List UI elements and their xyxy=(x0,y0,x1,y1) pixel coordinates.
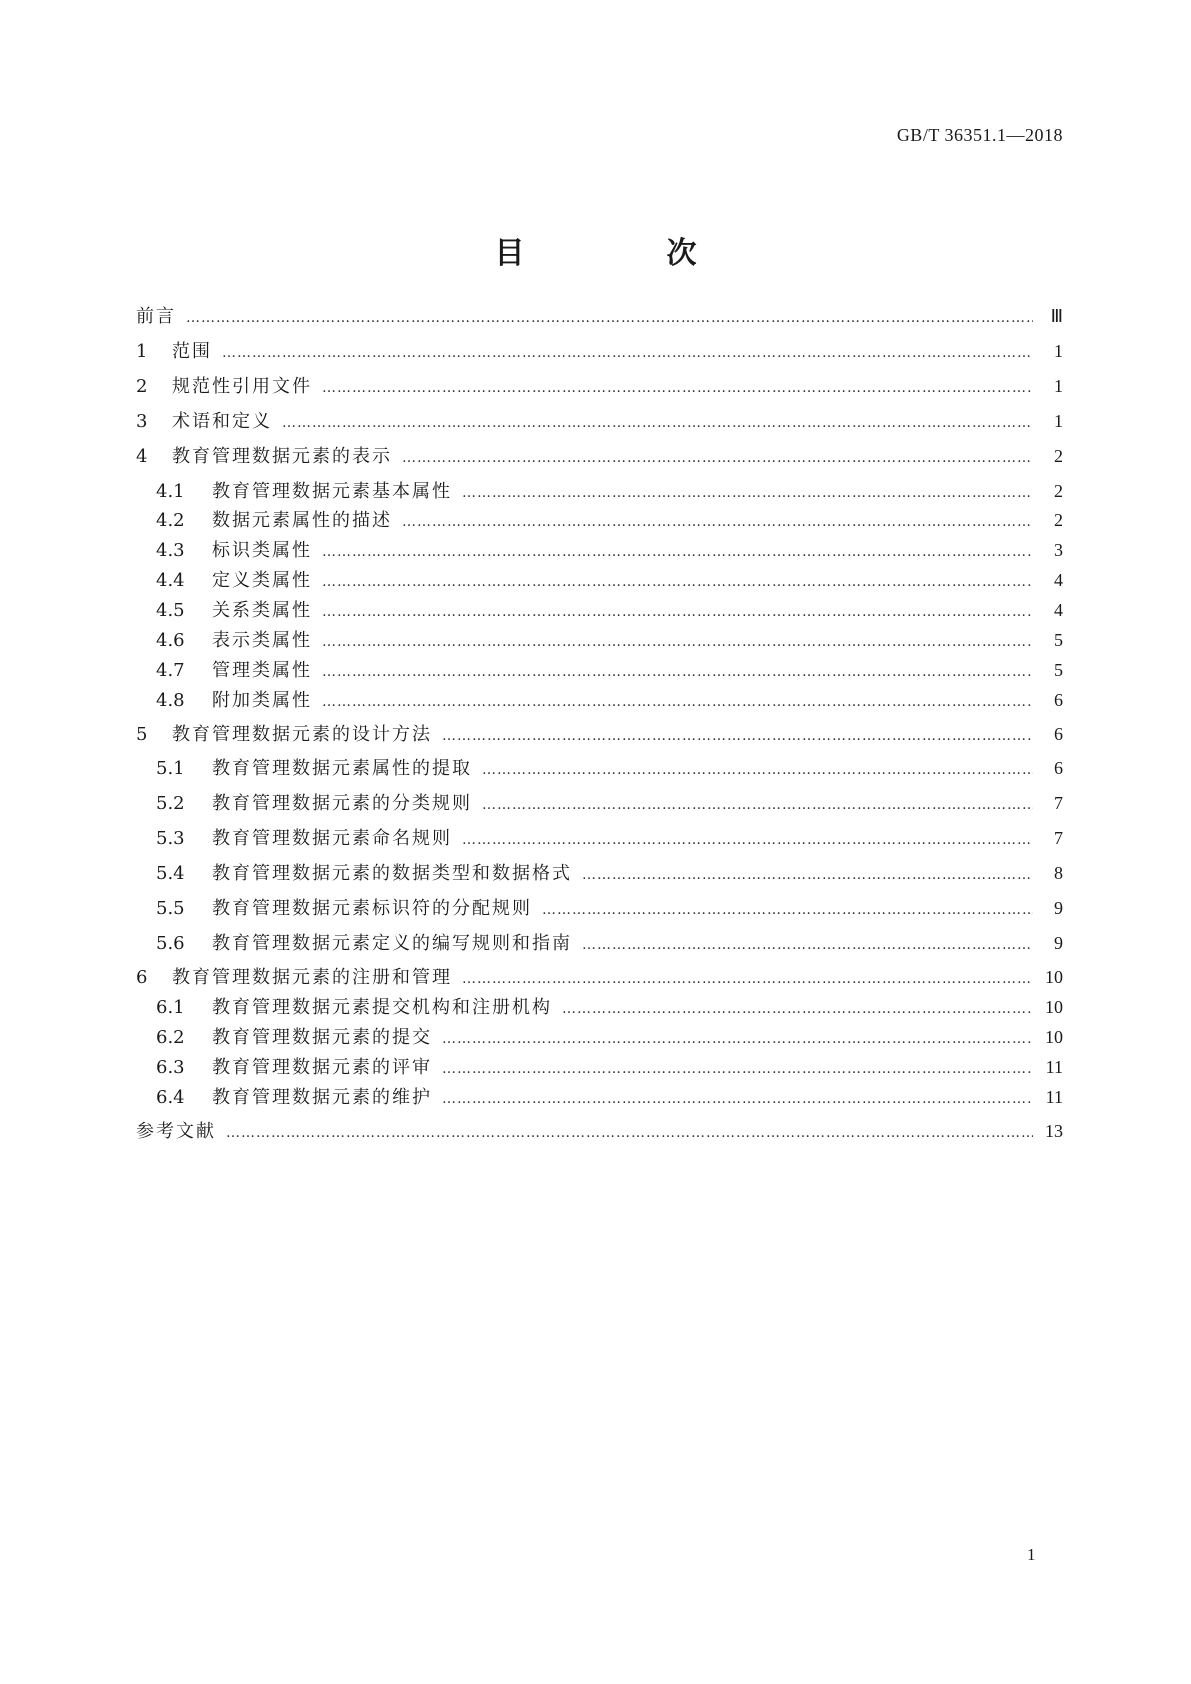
dot-leader xyxy=(462,485,1033,501)
dot-leader xyxy=(282,415,1033,431)
toc-entry-label: 教育管理数据元素的维护 xyxy=(212,1087,432,1108)
toc-entry-number: 6.3 xyxy=(156,1057,185,1078)
dot-leader xyxy=(322,380,1033,396)
toc-entry-label: 教育管理数据元素的注册和管理 xyxy=(172,967,452,988)
dot-leader xyxy=(322,544,1033,560)
dot-leader xyxy=(582,937,1033,953)
toc-entry-label: 教育管理数据元素属性的提取 xyxy=(212,758,472,779)
toc-entry-page: 4 xyxy=(1054,600,1063,620)
toc-entry[interactable] xyxy=(136,963,1063,989)
toc-entry-number: 4.3 xyxy=(156,540,185,561)
toc-entry[interactable] xyxy=(136,506,1063,532)
toc-entry-page: 9 xyxy=(1054,898,1063,918)
toc-entry[interactable] xyxy=(136,442,1063,468)
toc-entry[interactable] xyxy=(136,859,1063,885)
dot-leader xyxy=(402,514,1033,530)
dot-leader xyxy=(482,762,1033,778)
toc-entry-label: 定义类属性 xyxy=(212,570,312,591)
dot-leader xyxy=(482,797,1033,813)
toc-entry-page: 10 xyxy=(1045,967,1063,987)
toc-entry-number: 4.4 xyxy=(156,570,185,591)
toc-entry-number: 5 xyxy=(136,724,148,745)
toc-entry-label: 前言 xyxy=(136,306,176,327)
toc-entry-page: 10 xyxy=(1045,1027,1063,1047)
toc-entry-page: 2 xyxy=(1054,446,1063,466)
page-number: 1 xyxy=(1027,1545,1036,1564)
dot-leader xyxy=(322,664,1033,680)
toc-entry-number: 5.6 xyxy=(156,933,185,954)
toc-entry-page: 1 xyxy=(1054,341,1063,361)
toc-entry-page: 6 xyxy=(1054,758,1063,778)
toc-entry-page: 6 xyxy=(1054,724,1063,744)
toc-entry[interactable] xyxy=(136,1117,1063,1143)
toc-entry[interactable] xyxy=(136,929,1063,955)
toc-entry-number: 4.5 xyxy=(156,600,185,621)
toc-entry-page: 13 xyxy=(1045,1121,1063,1141)
toc-entry-number: 5.5 xyxy=(156,898,185,919)
toc-entry[interactable] xyxy=(136,566,1063,592)
toc-entry[interactable] xyxy=(136,337,1063,363)
dot-leader xyxy=(462,832,1033,848)
toc-entry-number: 6 xyxy=(136,967,148,988)
toc-entry[interactable] xyxy=(136,302,1063,328)
toc-entry-label: 教育管理数据元素标识符的分配规则 xyxy=(212,898,532,919)
dot-leader xyxy=(562,1001,1033,1017)
toc-entry[interactable] xyxy=(136,407,1063,433)
toc-entry-page: 5 xyxy=(1054,660,1063,680)
toc-entry[interactable] xyxy=(136,894,1063,920)
toc-entry-number: 5.2 xyxy=(156,793,185,814)
toc-entry-label: 教育管理数据元素命名规则 xyxy=(212,828,452,849)
toc-entry[interactable] xyxy=(136,656,1063,682)
toc-entry-page: 10 xyxy=(1045,997,1063,1017)
dot-leader xyxy=(442,1031,1033,1047)
toc-entry[interactable] xyxy=(136,754,1063,780)
toc-entry-page: 2 xyxy=(1054,481,1063,501)
toc-entry-label: 关系类属性 xyxy=(212,600,312,621)
toc-entry-number: 4.2 xyxy=(156,510,185,531)
toc-entry-page: 4 xyxy=(1054,570,1063,590)
toc-entry-number: 1 xyxy=(136,341,148,362)
toc-entry[interactable] xyxy=(136,789,1063,815)
dot-leader xyxy=(322,694,1033,710)
toc-entry[interactable] xyxy=(136,993,1063,1019)
dot-leader xyxy=(542,902,1033,918)
toc-entry-page: 3 xyxy=(1054,540,1063,560)
dot-leader xyxy=(226,1125,1033,1141)
dot-leader xyxy=(402,450,1033,466)
toc-entry-label: 教育管理数据元素提交机构和注册机构 xyxy=(212,997,552,1018)
dot-leader xyxy=(322,634,1033,650)
toc-entry[interactable] xyxy=(136,824,1063,850)
dot-leader xyxy=(442,728,1033,744)
toc-entry-number: 5.3 xyxy=(156,828,185,849)
toc-entry[interactable] xyxy=(136,596,1063,622)
dot-leader xyxy=(322,604,1033,620)
toc-entry[interactable] xyxy=(136,477,1063,503)
toc-entry-label: 标识类属性 xyxy=(212,540,312,561)
toc-entry-label: 表示类属性 xyxy=(212,630,312,651)
toc-entry-number: 4.8 xyxy=(156,690,185,711)
dot-leader xyxy=(322,574,1033,590)
dot-leader xyxy=(222,345,1033,361)
toc-entry-number: 6.1 xyxy=(156,997,185,1018)
toc-entry-label: 教育管理数据元素定义的编写规则和指南 xyxy=(212,933,572,954)
toc-entry-label: 教育管理数据元素的设计方法 xyxy=(172,724,432,745)
toc-entry-page: 1 xyxy=(1054,376,1063,396)
toc-entry-number: 5.4 xyxy=(156,863,185,884)
toc-entry-page: Ⅲ xyxy=(1050,306,1063,326)
page-title: 目 次 xyxy=(494,236,753,271)
toc-entry-page: 5 xyxy=(1054,630,1063,650)
toc-entry-label: 教育管理数据元素的数据类型和数据格式 xyxy=(212,863,572,884)
toc-entry[interactable] xyxy=(136,720,1063,746)
toc-entry-number: 4 xyxy=(136,446,148,467)
toc-entry-number: 3 xyxy=(136,411,148,432)
toc-entry-number: 2 xyxy=(136,376,148,397)
toc-entry-number: 6.4 xyxy=(156,1087,185,1108)
toc-entry-page: 11 xyxy=(1045,1057,1063,1077)
toc-entry-label: 教育管理数据元素的提交 xyxy=(212,1027,432,1048)
dot-leader xyxy=(442,1061,1033,1077)
toc-entry-label: 教育管理数据元素基本属性 xyxy=(212,481,452,502)
toc-entry-page: 1 xyxy=(1054,411,1063,431)
toc-entry-label: 范围 xyxy=(172,341,212,362)
toc-entry-number: 6.2 xyxy=(156,1027,185,1048)
toc-entry-page: 7 xyxy=(1054,793,1063,813)
toc-entry[interactable] xyxy=(136,686,1063,712)
toc-entry-page: 7 xyxy=(1054,828,1063,848)
toc-entry-label: 教育管理数据元素的表示 xyxy=(172,446,392,467)
toc-entry-label: 附加类属性 xyxy=(212,690,312,711)
toc-entry[interactable] xyxy=(136,536,1063,562)
toc-entry[interactable] xyxy=(136,1083,1063,1109)
toc-entry[interactable] xyxy=(136,1023,1063,1049)
toc-entry-label: 规范性引用文件 xyxy=(172,376,312,397)
dot-leader xyxy=(186,310,1033,326)
toc-entry-page: 8 xyxy=(1054,863,1063,883)
dot-leader xyxy=(462,971,1033,987)
standard-number: GB/T 36351.1—2018 xyxy=(896,125,1063,145)
toc-entry-label: 参考文献 xyxy=(136,1121,216,1142)
toc-entry-label: 数据元素属性的描述 xyxy=(212,510,392,531)
toc-entry[interactable] xyxy=(136,626,1063,652)
toc-entry-number: 4.6 xyxy=(156,630,185,651)
toc-entry[interactable] xyxy=(136,1053,1063,1079)
toc-entry-label: 教育管理数据元素的评审 xyxy=(212,1057,432,1078)
toc-entry-page: 9 xyxy=(1054,933,1063,953)
dot-leader xyxy=(582,867,1033,883)
toc-entry-page: 2 xyxy=(1054,510,1063,530)
toc-entry-label: 教育管理数据元素的分类规则 xyxy=(212,793,472,814)
toc-entry-label: 管理类属性 xyxy=(212,660,312,681)
toc-entry-number: 4.7 xyxy=(156,660,185,681)
dot-leader xyxy=(442,1091,1033,1107)
toc-entry-page: 11 xyxy=(1045,1087,1063,1107)
toc-entry-page: 6 xyxy=(1054,690,1063,710)
toc-entry[interactable] xyxy=(136,372,1063,398)
toc-entry-number: 5.1 xyxy=(156,758,185,779)
toc-entry-number: 4.1 xyxy=(156,481,185,502)
toc-entry-label: 术语和定义 xyxy=(172,411,272,432)
